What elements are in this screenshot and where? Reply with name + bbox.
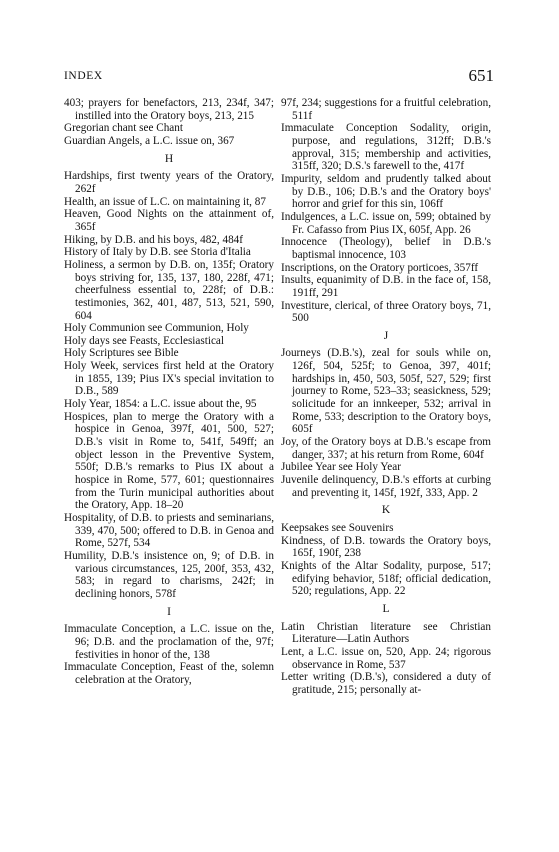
index-entry: Insults, equanimity of D.B. in the face of, 158, 191ff, 291	[281, 274, 491, 299]
index-entry: Keepsakes see Souvenirs	[281, 522, 394, 534]
index-column-right	[281, 97, 491, 697]
section-letter: I	[167, 605, 171, 618]
index-entry: Holy Communion see Communion, Holy	[64, 322, 249, 335]
index-entry: Letter writing (D.B.'s), considered a duty of gratitude, 215; personally at-	[281, 671, 491, 696]
index-entry: Hospices, plan to merge the Oratory with a hospice in Genoa, 397f, 401, 500, 527; D.B.'s visit in Rome to, 541f, 549ff; an object lesson in the Preventive System, 550f; D.B.'s remarks to Pius IX about a hospice in Rome, 577, 601; questionnaires from the Turin municipal authorities about the Oratory, App. 18–20	[64, 410, 274, 512]
index-entry: Guardian Angels, a L.C. issue on, 367	[64, 134, 235, 147]
index-entry: Immaculate Conception, a L.C. issue on the, 96; D.B. and the proclamation of the, 97f; festivities in honor of the, 138	[64, 623, 274, 661]
index-column-left	[64, 97, 274, 687]
index-entry: Kindness, of D.B. towards the Oratory boys, 165f, 190f, 238	[281, 534, 491, 560]
index-entry: Immaculate Conception Sodality, origin, purpose, and regulations, 312ff; D.B.'s approval, 315; membership and activities, 315ff, 320; D.S.'s farewell to the, 417f	[281, 122, 491, 173]
index-entry: Health, an issue of L.C. on maintaining it, 87	[64, 195, 266, 208]
index-entry: Jubilee Year see Holy Year	[281, 461, 401, 474]
index-entry: Immaculate Conception, Feast of the, solemn celebration at the Oratory,	[64, 661, 274, 686]
index-entry: Holy Scriptures see Bible	[64, 347, 179, 360]
index-entry: Hiking, by D.B. and his boys, 482, 484f	[64, 233, 243, 246]
index-entry: Indulgences, a L.C. issue on, 599; obtained by Fr. Cafasso from Pius IX, 605f, App. 26	[281, 210, 491, 236]
index-entry: Investiture, clerical, of three Oratory boys, 71, 500	[281, 299, 491, 325]
index-entry: Inscriptions, on the Oratory porticoes, 357ff	[281, 261, 479, 274]
index-entry: Lent, a L.C. issue on, 520, App. 24; rigorous observance in Rome, 537	[281, 645, 491, 671]
index-entry: Humility, D.B.'s insistence on, 9; of D.B. in various circumstances, 125, 200f, 353, 432, 583; in regard to charisms, 242f; in declining honors, 578f	[64, 549, 274, 600]
index-entry: History of Italy by D.B. see Storia d'Italia	[64, 246, 251, 259]
index-entry: Journeys (D.B.'s), zeal for souls while on, 126f, 504, 525f; to Genoa, 397, 401f; hardships in, 450, 503, 505f, 527, 529; first journey to Rome, 523–33; seasickness, 529; solicitude for an innkeeper, 532; arrival in Rome, 533; description to the Oratory boys, 605f	[281, 347, 491, 436]
index-entry: Holy Year, 1854: a L.C. issue about the, 95	[64, 398, 257, 411]
page-header	[64, 68, 494, 90]
running-head: INDEX	[64, 70, 103, 82]
index-entry: Hardships, first twenty years of the Oratory, 262f	[64, 170, 274, 195]
index-entry: Latin Christian literature see Christian Literature—Latin Authors	[281, 620, 491, 646]
index-entry: Knights of the Altar Sodality, purpose, 517; edifying behavior, 518f; official dedication, 520; regulations, App. 22	[281, 559, 491, 598]
index-entry: Holiness, a sermon by D.B. on, 135f; Oratory boys striving for, 135, 137, 180, 228f, 471; cheerfulness essential to, 228f; of D.B.: testimonies, 362, 401, 487, 513, 521, 590, 604	[64, 258, 274, 322]
index-entry: Holy days see Feasts, Ecclesiastical	[64, 334, 224, 347]
index-entry: 403; prayers for benefactors, 213, 234f, 347; instilled into the Oratory boys, 213, 215	[64, 97, 274, 122]
index-entry: Holy Week, services first held at the Oratory in 1855, 139; Pius IX's special invitation to D.B., 589	[64, 360, 274, 398]
index-entry: Gregorian chant see Chant	[64, 122, 183, 135]
section-letter: K	[381, 504, 391, 517]
section-letter: H	[164, 152, 174, 165]
index-entry: Innocence (Theology), belief in D.B.'s baptismal innocence, 103	[281, 236, 491, 261]
index-entry: Heaven, Good Nights on the attainment of, 365f	[64, 208, 274, 233]
section-letter: L	[382, 602, 390, 615]
index-entry: 97f, 234; suggestions for a fruitful celebration, 511f	[281, 97, 491, 122]
section-letter: J	[383, 329, 389, 342]
index-entry: Hospitality, of D.B. to priests and seminarians, 339, 470, 500; offered to D.B. in Genoa and Rome, 527f, 534	[64, 512, 274, 550]
index-entry: Impurity, seldom and prudently talked about by D.B., 106; D.B.'s and the Oratory boys' horror and grief for this sin, 106ff	[281, 172, 491, 211]
page-number: 651	[468, 66, 494, 85]
index-entry: Joy, of the Oratory boys at D.B.'s escape from danger, 337; at his return from Rome, 604f	[281, 436, 491, 461]
index-entry: Juvenile delinquency, D.B.'s efforts at curbing and preventing it, 145f, 192f, 333, App. 2	[281, 474, 491, 499]
